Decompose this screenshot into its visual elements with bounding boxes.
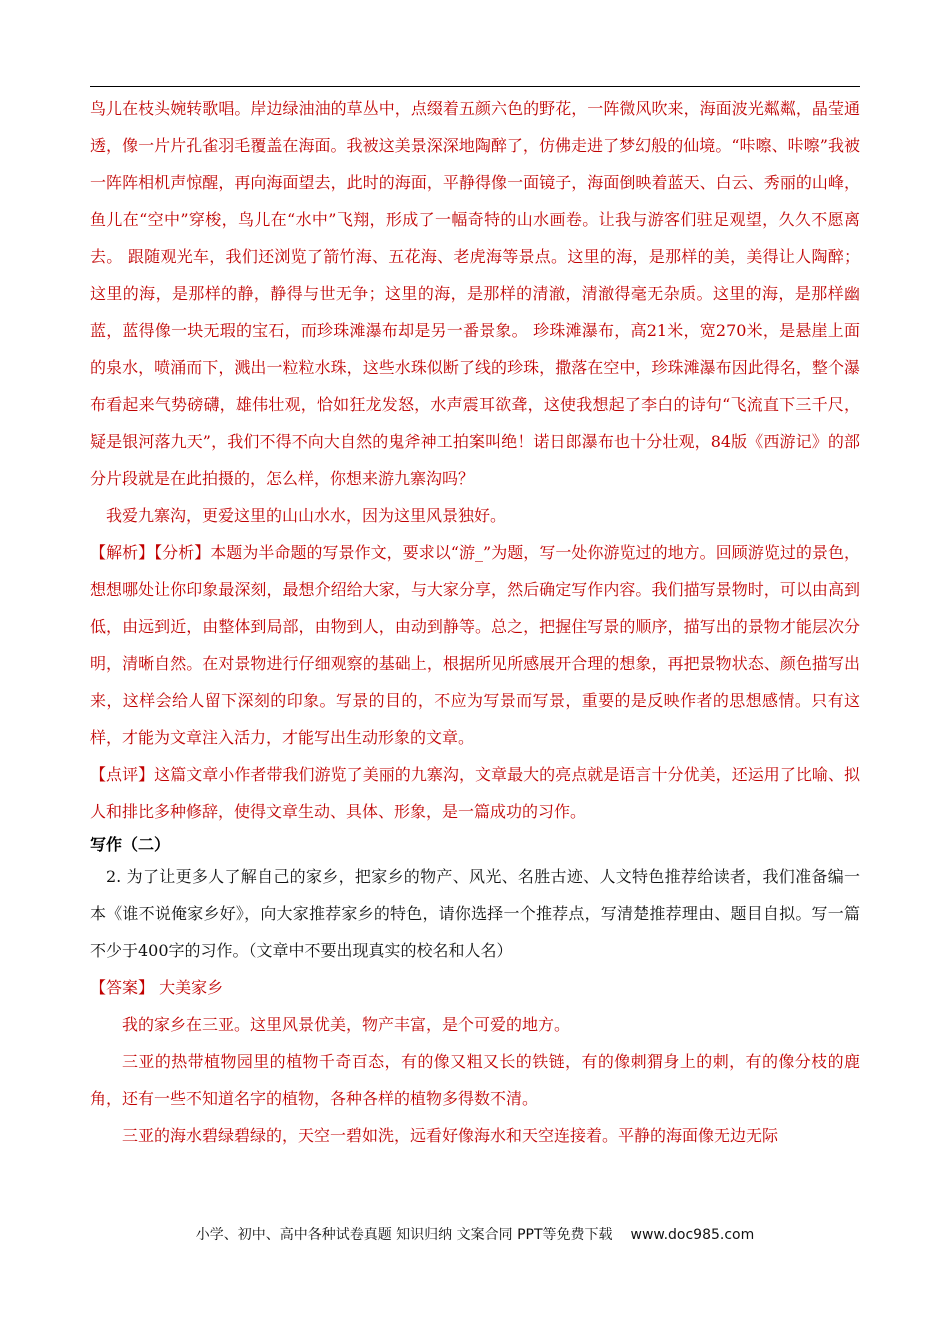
answer-paragraph: 我的家乡在三亚。这里风景优美，物产丰富，是个可爱的地方。 — [122, 1015, 571, 1034]
footer-site-link[interactable]: www.doc985.com — [630, 1227, 755, 1243]
essay-closing-paragraph: 我爱九寨沟，更爱这里的山山水水，因为这里风景独好。 — [106, 506, 507, 525]
comment-paragraph: 【点评】这篇文章小作者带我们游览了美丽的九寨沟，文章最大的亮点就是语言十分优美，还运用了比喻、拟人和排比多种修辞，使得文章生动、具体、形象，是一篇成功的习作。 — [90, 765, 860, 821]
analysis-paragraph: 【解析】【分析】本题为半命题的写景作文，要求以“游_”为题，写一处你游览过的地方。回顾游览过的景色，想想哪处让你印象最深刻，最想介绍给大家，与大家分享，然后确定写作内容。我们描写景物时，可以由高到低，由远到近，由整体到局部，由物到人，由动到静等。总之，把握住写景的顺序，描写出的景物才能层次分明，清晰自然。在对景物进行仔细观察的基础上，根据所见所感展开合理的想象，再把景物状态、颜色描写出来，这样会给人留下深刻的印象。写景的目的，不应为写景而写景，重要的是反映作者的思想感情。只有这样，才能为文章注入活力，才能写出生动形象的文章。 — [90, 543, 860, 747]
answer-title: 【答案】 大美家乡 — [90, 978, 224, 997]
page-body — [90, 90, 860, 1154]
question-text: 2. 为了让更多人了解自己的家乡，把家乡的物产、风光、名胜古迹、人文特色推荐给读者，我们准备编一本《谁不说俺家乡好》，向大家推荐家乡的特色，请你选择一个推荐点，写清楚推荐理由、题目自拟。写一篇不少于400字的习作。（文章中不要出现真实的校名和人名） — [90, 867, 860, 960]
section-title: 写作（二） — [90, 835, 171, 854]
essay-paragraph: 鸟儿在枝头婉转歌唱。岸边绿油油的草丛中，点缀着五颜六色的野花，一阵微风吹来，海面波光粼粼，晶莹通透，像一片片孔雀羽毛覆盖在海面。我被这美景深深地陶醉了，仿佛走进了梦幻般的仙境。“咔嚓、咔嚓”我被一阵阵相机声惊醒，再向海面望去，此时的海面，平静得像一面镜子，海面倒映着蓝天、白云、秀丽的山峰，鱼儿在“空中”穿梭，鸟儿在“水中”飞翔，形成了一幅奇特的山水画卷。让我与游客们驻足观望，久久不愿离去。 跟随观光车，我们还浏览了箭竹海、五花海、老虎海等景点。这里的海，是那样的美，美得让人陶醉；这里的海，是那样的静，静得与世无争；这里的海，是那样的清澈，清澈得毫无杂质。这里的海，是那样幽蓝，蓝得像一块无瑕的宝石，而珍珠滩瀑布却是另一番景象。 珍珠滩瀑布，高21米，宽270米，是悬崖上面的泉水，喷涌而下，溅出一粒粒水珠，这些水珠似断了线的珍珠，撒落在空中，珍珠滩瀑布因此得名，整个瀑布看起来气势磅礴，雄伟壮观，恰如狂龙发怒，水声震耳欲聋，这使我想起了李白的诗句“飞流直下三千尺，疑是银河落九天”，我们不得不向大自然的鬼斧神工拍案叫绝！诺日郎瀑布也十分壮观，84版《西游记》的部分片段就是在此拍摄的，怎么样，你想来游九寨沟吗？ — [90, 99, 860, 488]
answer-paragraph: 三亚的海水碧绿碧绿的，天空一碧如洗，远看好像海水和天空连接着。平静的海面像无边无际 — [122, 1126, 779, 1145]
answer-paragraph: 三亚的热带植物园里的植物千奇百态，有的像又粗又长的铁链，有的像刺猬身上的刺，有的像分枝的鹿角，还有一些不知道名字的植物，各种各样的植物多得数不清。 — [90, 1052, 860, 1108]
footer-text: 小学、初中、高中各种试卷真题 知识归纳 文案合同 PPT等免费下载 — [195, 1227, 613, 1243]
page-footer — [0, 1224, 950, 1244]
header-rule — [90, 86, 860, 87]
